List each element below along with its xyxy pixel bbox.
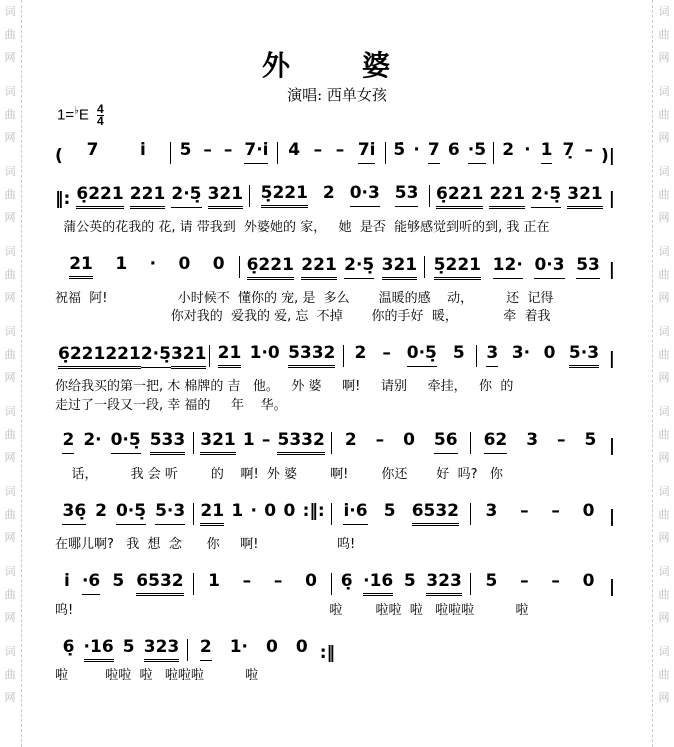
- note-group: 221: [301, 255, 337, 280]
- note-group: 533: [150, 430, 186, 455]
- note-group: 3: [485, 501, 498, 521]
- score-system: [55, 343, 615, 369]
- note-group: 5̇: [393, 140, 406, 160]
- note-group: 1·: [229, 637, 248, 657]
- note-group: 6: [447, 140, 460, 160]
- watermark-group: [657, 160, 671, 240]
- measure: [55, 344, 209, 369]
- note-group: 0·3: [534, 255, 564, 279]
- note-group: 2: [62, 430, 74, 454]
- watermark-char: 网: [4, 691, 16, 704]
- measure: [188, 637, 320, 663]
- note-group: 0: [178, 254, 191, 274]
- lyric-line: 话， 我 会 听 的 啊! 外 婆 啊! 你还 好 吗? 你: [55, 467, 503, 482]
- watermark-char: 网: [4, 211, 16, 224]
- watermark-char: 词: [4, 5, 16, 18]
- watermark-char: 词: [658, 325, 670, 338]
- note-group: ·: [413, 140, 420, 160]
- note-group: 12·: [493, 255, 523, 279]
- lyric-line: 走过了一段又一段, 幸 福的 年 华。: [55, 398, 287, 413]
- note-group: 7̣: [562, 140, 575, 160]
- watermark-char: 网: [658, 531, 670, 544]
- watermark-group: [3, 640, 17, 720]
- watermark-group: [657, 560, 671, 640]
- watermark-char: 曲: [4, 668, 16, 681]
- watermark-char: 曲: [4, 268, 16, 281]
- note-group: 3: [486, 343, 498, 367]
- left-margin-line: [21, 0, 22, 747]
- note-group: 321: [200, 430, 236, 455]
- note-group: 62: [484, 430, 508, 454]
- watermark-char: 曲: [658, 668, 670, 681]
- watermark-char: 网: [658, 51, 670, 64]
- note-group: 1·0: [249, 343, 280, 363]
- watermark-group: [657, 240, 671, 320]
- note-group: 5: [403, 571, 416, 591]
- watermark-group: [657, 320, 671, 400]
- note-group: 5: [383, 501, 396, 521]
- note-group: 36̣: [62, 501, 86, 525]
- watermark-char: 曲: [658, 28, 670, 41]
- system-start-mark: ‖:: [55, 189, 71, 209]
- note-group: 0·5̣: [407, 343, 437, 367]
- note-group: 0: [305, 571, 318, 591]
- watermark-char: 曲: [658, 348, 670, 361]
- watermark-char: 词: [4, 165, 16, 178]
- measure: [194, 501, 332, 527]
- watermark-char: 词: [658, 245, 670, 258]
- watermark-group: [3, 560, 17, 640]
- measure: [278, 140, 385, 166]
- watermark-char: 词: [658, 5, 670, 18]
- time-signature: $\frac{4}{4}$: [97, 102, 104, 128]
- note-group: 2: [200, 637, 212, 661]
- note-group: 1: [115, 254, 128, 274]
- watermark-char: 网: [658, 211, 670, 224]
- measure: [55, 571, 193, 597]
- watermark-char: 词: [658, 485, 670, 498]
- note-group: 21: [200, 501, 224, 526]
- note-group: 6532: [136, 571, 183, 596]
- measure: [171, 140, 278, 166]
- score-system: [55, 501, 615, 527]
- note-group: 5·3: [155, 501, 185, 525]
- note-group: ·: [250, 501, 257, 521]
- watermark-right: [657, 0, 671, 720]
- measure: [332, 430, 470, 456]
- watermark-group: [3, 160, 17, 240]
- measure: [55, 430, 193, 456]
- note-group: 0: [212, 254, 225, 274]
- watermark-char: 词: [658, 565, 670, 578]
- note-group: –: [557, 430, 566, 450]
- watermark-char: 词: [4, 245, 16, 258]
- watermark-char: 网: [4, 51, 16, 64]
- watermark-char: 曲: [4, 508, 16, 521]
- note-group: ·5: [468, 140, 486, 164]
- score-system: [55, 183, 615, 209]
- measure: [240, 255, 424, 280]
- measure: [194, 430, 332, 456]
- note-group: 5̣221: [261, 183, 308, 208]
- note-group: i̇: [64, 571, 70, 591]
- watermark-char: 词: [4, 485, 16, 498]
- song-title: 外 婆: [261, 49, 412, 82]
- note-group: 5: [584, 430, 597, 450]
- note-group: 5: [452, 343, 465, 363]
- watermark-char: 网: [4, 611, 16, 624]
- watermark-char: 曲: [658, 108, 670, 121]
- measure: [55, 254, 239, 280]
- measure: [471, 501, 609, 527]
- note-group: 53: [576, 255, 600, 279]
- note-group: –: [551, 571, 560, 591]
- note-group: –: [242, 571, 252, 591]
- watermark-char: 网: [4, 291, 16, 304]
- note-group: 5: [112, 571, 125, 591]
- measure: [386, 140, 493, 166]
- watermark-group: [657, 640, 671, 720]
- note-group: 56: [434, 430, 458, 454]
- key-note: E: [78, 106, 89, 124]
- note-group: 6̣: [340, 571, 353, 591]
- note-group: 6̣: [62, 637, 75, 657]
- watermark-char: 词: [658, 85, 670, 98]
- watermark-left: [3, 0, 17, 720]
- note-group: 1: [231, 501, 244, 521]
- note-group: 1: [208, 571, 220, 591]
- note-group: –: [273, 571, 283, 591]
- note-group: 0: [403, 430, 415, 450]
- lyric-line: 蒲公英的花我的 花, 请 带我到 外婆她的 家， 她 是否 能够感觉到听的到, 我 正在: [55, 220, 550, 235]
- watermark-group: [3, 320, 17, 400]
- measure: [477, 343, 609, 369]
- note-group: 0: [582, 571, 595, 591]
- note-group: ·16: [363, 571, 393, 596]
- note-group: –: [223, 140, 233, 160]
- watermark-char: 曲: [658, 428, 670, 441]
- watermark-group: [657, 480, 671, 560]
- note-group: 3: [526, 430, 539, 450]
- note-group: 321: [171, 344, 207, 369]
- watermark-group: [657, 400, 671, 480]
- watermark-char: 网: [658, 691, 670, 704]
- watermark-char: 曲: [4, 188, 16, 201]
- system-end-mark: )|: [601, 146, 615, 166]
- measure: [55, 637, 187, 663]
- measure: [471, 571, 609, 597]
- note-group: –: [520, 571, 529, 591]
- note-group: 6̣221: [247, 255, 294, 280]
- note-group: 2: [502, 140, 515, 160]
- note-group: 321: [567, 184, 603, 209]
- note-group: 6532: [412, 501, 459, 526]
- score-system: [55, 140, 615, 166]
- watermark-char: 词: [4, 645, 16, 658]
- note-group: 0·5̣: [111, 430, 141, 454]
- note-group: 21: [69, 254, 93, 279]
- watermark-char: 词: [4, 85, 16, 98]
- note-group: 0: [582, 501, 595, 521]
- note-group: 0: [264, 501, 277, 521]
- watermark-char: 网: [658, 611, 670, 624]
- note-group: ·: [149, 254, 157, 274]
- lyric-line: 呜! 啦 啦啦 啦 啦啦啦 啦: [55, 603, 529, 618]
- key-prefix: 1=: [57, 106, 75, 124]
- note-group: –: [551, 501, 560, 521]
- note-group: –: [261, 430, 271, 450]
- note-group: –: [375, 430, 385, 450]
- note-group: 6̣221: [58, 344, 105, 369]
- note-group: 0: [265, 637, 278, 657]
- watermark-char: 网: [658, 371, 670, 384]
- measure: [430, 184, 609, 209]
- key-signature: [57, 104, 104, 127]
- note-group: 5332: [277, 430, 324, 455]
- watermark-char: 网: [4, 371, 16, 384]
- lyric-line: 在哪儿啊? 我 想 念 你 啊! 呜!: [55, 537, 356, 552]
- right-margin-line: [652, 0, 653, 747]
- watermark-char: 曲: [4, 428, 16, 441]
- note-group: 2·: [83, 430, 102, 450]
- system-end-mark: |: [608, 189, 616, 209]
- note-group: ·16: [84, 637, 114, 662]
- note-group: 7: [428, 140, 440, 164]
- lyric-line: 你对我的 爱我的 爱, 忘 不掉 你的手好 暖， 牵 着我: [55, 309, 551, 324]
- measure: [332, 571, 470, 597]
- watermark-char: 词: [4, 325, 16, 338]
- measure: [55, 501, 193, 527]
- score-system: [55, 637, 335, 663]
- score-system: [55, 430, 615, 456]
- measure: [471, 430, 609, 456]
- watermark-char: 词: [658, 645, 670, 658]
- note-group: –: [584, 140, 593, 160]
- note-group: 323: [144, 637, 180, 662]
- measure: [250, 183, 429, 209]
- system-end-mark: |: [608, 577, 616, 597]
- watermark-char: 曲: [4, 348, 16, 361]
- watermark-char: 曲: [4, 588, 16, 601]
- note-group: 7i̇: [358, 140, 376, 164]
- note-group: 53: [395, 183, 419, 207]
- note-group: 7·i̇: [244, 140, 268, 164]
- note-group: –: [313, 140, 323, 160]
- note-group: 2·5̣: [171, 184, 201, 208]
- watermark-char: 网: [658, 291, 670, 304]
- watermark-char: 曲: [4, 28, 16, 41]
- note-group: 0·5̣: [116, 501, 146, 525]
- note-group: 323: [426, 571, 462, 596]
- score-system: [55, 254, 615, 280]
- note-group: 2: [344, 430, 357, 450]
- note-group: 5: [122, 637, 135, 657]
- note-group: 1: [242, 430, 255, 450]
- singer-credit: 演唱: 西单女孩: [287, 86, 387, 104]
- measure: [70, 184, 249, 209]
- watermark-char: 网: [4, 451, 16, 464]
- watermark-char: 曲: [658, 588, 670, 601]
- note-group: 2: [95, 501, 107, 521]
- note-group: 0: [295, 637, 308, 657]
- system-end-mark: |: [608, 349, 615, 369]
- watermark-char: 网: [4, 531, 16, 544]
- watermark-char: 曲: [4, 108, 16, 121]
- lyric-line: 祝福 阿! 小时候不 懂你的 宠, 是 多么 温暖的感 动， 还 记得: [55, 291, 554, 306]
- measure: [344, 343, 476, 369]
- watermark-char: 词: [658, 165, 670, 178]
- note-group: ·6: [82, 571, 100, 595]
- note-group: i̇: [139, 140, 146, 160]
- watermark-char: 曲: [658, 268, 670, 281]
- note-group: 6̣221: [436, 184, 483, 209]
- note-group: –: [382, 343, 391, 363]
- watermark-group: [3, 480, 17, 560]
- watermark-char: 曲: [658, 508, 670, 521]
- note-group: 2·5̣: [141, 344, 171, 368]
- note-group: 321: [208, 184, 244, 209]
- note-group: 321: [382, 255, 418, 280]
- measure: [194, 571, 332, 597]
- note-group: –: [520, 501, 529, 521]
- note-group: 0·3: [350, 183, 380, 207]
- score-system: [55, 571, 615, 597]
- lyric-line: 你给我买的第一把, 木 棉牌的 吉 他。 外 婆 啊! 请别 牵挂， 你 的: [55, 379, 514, 394]
- note-group: ·: [524, 140, 531, 160]
- note-group: 2: [322, 183, 335, 203]
- system-end-mark: |: [608, 436, 616, 456]
- note-group: 5: [485, 571, 498, 591]
- watermark-char: 网: [658, 131, 670, 144]
- system-end-mark: |: [608, 260, 615, 280]
- note-group: 4: [288, 140, 301, 160]
- system-start-mark: (: [55, 146, 63, 166]
- watermark-char: 词: [4, 405, 16, 418]
- note-group: 2·5̣: [344, 255, 374, 279]
- note-group: 21: [218, 343, 242, 368]
- note-group: 0: [283, 501, 296, 521]
- system-end-mark: :‖: [319, 643, 335, 663]
- note-group: 7: [86, 140, 99, 160]
- measure: [63, 140, 170, 166]
- measure: [494, 140, 601, 166]
- note-group: 2·5̣: [531, 184, 561, 208]
- note-group: 221: [105, 344, 141, 369]
- note-group: 2: [354, 343, 367, 363]
- note-group: 5̣221: [434, 255, 481, 280]
- note-group: –: [335, 140, 345, 160]
- measure: [210, 343, 342, 369]
- measure: [425, 255, 609, 280]
- note-group: 0: [543, 343, 556, 363]
- note-group: 221: [489, 184, 525, 209]
- note-group: –: [203, 140, 212, 160]
- lyric-line: 啦 啦啦 啦 啦啦啦 啦: [55, 668, 259, 683]
- measure: [332, 501, 470, 527]
- note-group: 5: [179, 140, 192, 160]
- watermark-char: 网: [658, 451, 670, 464]
- note-group: :‖:: [302, 501, 325, 521]
- note-group: 5·3: [569, 343, 599, 368]
- watermark-char: 曲: [658, 188, 670, 201]
- note-group: i̇·6: [343, 501, 367, 525]
- note-group: 5332: [288, 343, 335, 368]
- flat-sign: ♭: [74, 105, 79, 117]
- watermark-group: [3, 400, 17, 480]
- note-group: 6̣221: [76, 184, 123, 209]
- note-group: 221: [130, 184, 166, 209]
- note-group: 3·: [511, 343, 531, 363]
- watermark-char: 网: [4, 131, 16, 144]
- system-end-mark: |: [608, 507, 616, 527]
- note-group: 1: [541, 140, 553, 164]
- watermark-char: 词: [658, 405, 670, 418]
- watermark-char: 词: [4, 565, 16, 578]
- watermark-group: [3, 240, 17, 320]
